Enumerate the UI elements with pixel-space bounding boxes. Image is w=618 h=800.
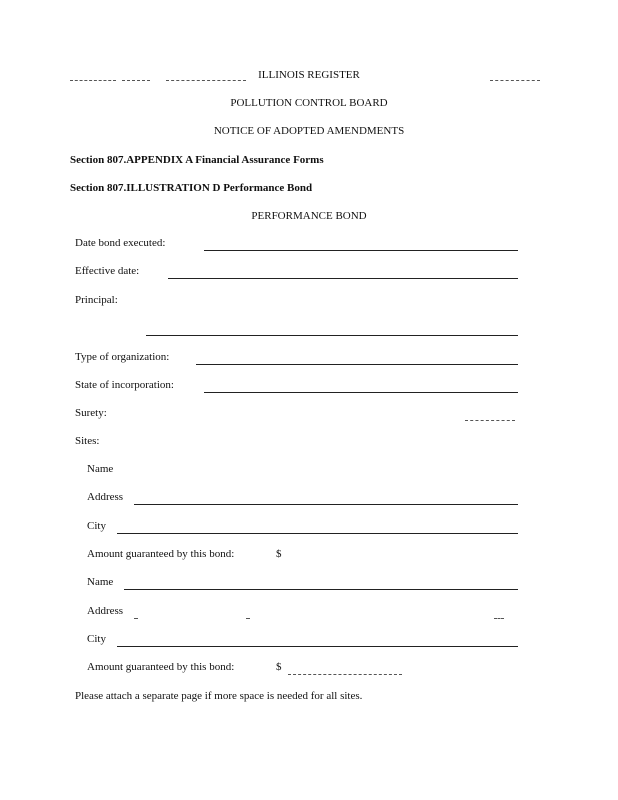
date-executed-field[interactable] [204, 250, 518, 251]
board-title: POLLUTION CONTROL BOARD [230, 97, 388, 109]
site-amount-label: Amount guaranteed by this bond: [87, 548, 235, 560]
sites-label: Sites: [75, 435, 100, 447]
site-amount-label: Amount guaranteed by this bond: [87, 661, 235, 673]
organization-type-label: Type of organization: [75, 351, 170, 363]
organization-type-field[interactable] [196, 364, 518, 365]
section-appendix-heading: Section 807.APPENDIX A Financial Assurance Forms [70, 154, 324, 166]
site-city-field[interactable] [117, 646, 518, 647]
site-address-field[interactable] [134, 618, 138, 619]
site-name-label: Name [87, 463, 114, 475]
principal-label: Principal: [75, 294, 118, 306]
site-amount-currency: $ [276, 548, 282, 560]
site-city-field[interactable] [117, 533, 518, 534]
state-incorporation-field[interactable] [204, 392, 518, 393]
section-illustration-heading: Section 807.ILLUSTRATION D Performance Bond [70, 182, 313, 194]
site-address-field [246, 618, 250, 619]
effective-date-label: Effective date: [75, 265, 140, 277]
site-city-label: City [87, 633, 106, 645]
effective-date-field[interactable] [168, 278, 518, 279]
surety-field[interactable] [465, 420, 515, 421]
footnote: Please attach a separate page if more space is needed for all sites. [75, 690, 363, 702]
site-address-field [494, 618, 504, 619]
notice-title: NOTICE OF ADOPTED AMENDMENTS [213, 125, 405, 137]
date-executed-label: Date bond executed: [75, 237, 166, 249]
form-title: PERFORMANCE BOND [251, 210, 367, 222]
site-amount-field[interactable] [288, 674, 402, 675]
register-title: ILLINOIS REGISTER [258, 69, 360, 81]
principal-field[interactable] [146, 335, 518, 336]
site-address-label: Address [87, 605, 124, 617]
state-incorporation-label: State of incorporation: [75, 379, 174, 391]
site-amount-currency: $ [276, 661, 282, 673]
surety-label: Surety: [75, 407, 107, 419]
site-name-label: Name [87, 576, 114, 588]
site-city-label: City [87, 520, 106, 532]
site-name-field[interactable] [124, 589, 518, 590]
site-address-label: Address [87, 491, 124, 503]
site-address-field[interactable] [134, 504, 518, 505]
